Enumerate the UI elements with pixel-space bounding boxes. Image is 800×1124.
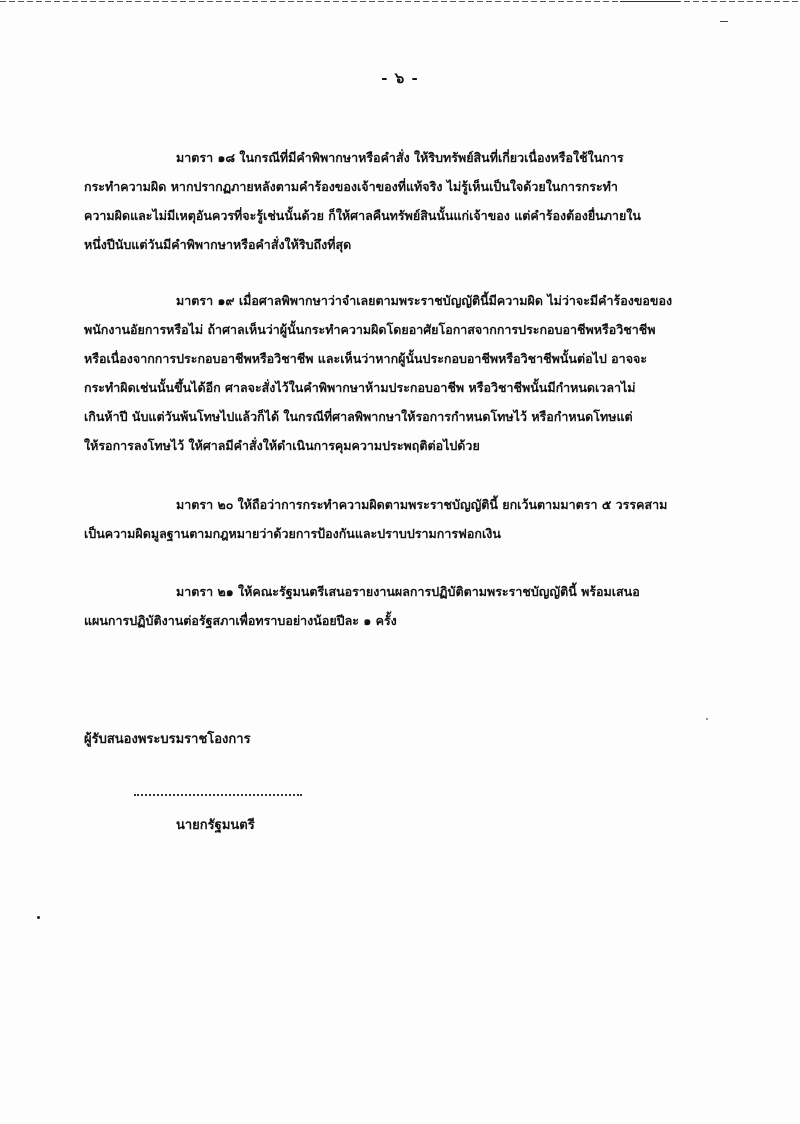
paragraph-line: มาตรา ๑๘ ในกรณีที่มีคำพิพากษาหรือคำสั่ง ให้ริบทรัพย์สินที่เกี่ยวเนื่องหรือใช้ในการ	[176, 150, 624, 165]
section-19-paragraph	[84, 286, 704, 460]
signature-line	[134, 788, 302, 796]
paragraph-line: ให้รอการลงโทษไว้ ให้ศาลมีคำสั่งให้ดำเนินการคุมความประพฤติต่อไปด้วย	[84, 438, 480, 453]
section-21-paragraph	[84, 577, 704, 635]
countersign-label: ผู้รับสนองพระบรมราชโองการ	[84, 732, 251, 747]
paragraph-line: เป็นความผิดมูลฐานตามกฎหมายว่าด้วยการป้องกันและปราบปรามการฟอกเงิน	[84, 526, 501, 541]
paragraph-line: มาตรา ๒๐ ให้ถือว่าการกระทำความผิดตามพระราชบัญญัตินี้ ยกเว้นตามมาตรา ๕ วรรคสาม	[176, 497, 668, 512]
paragraph-line: มาตรา ๑๙ เมื่อศาลพิพากษาว่าจำเลยตามพระราชบัญญัตินี้มีความผิด ไม่ว่าจะมีคำร้องขอของ	[176, 293, 673, 308]
scan-speck	[37, 916, 40, 919]
scan-border-top-right	[620, 1, 680, 2]
paragraph-line: พนักงานอัยการหรือไม่ ถ้าศาลเห็นว่าผู้นั้นกระทำความผิดโดยอาศัยโอกาสจากการประกอบอาชีพหรือวิชาชีพ	[84, 322, 656, 337]
scan-speck	[706, 718, 708, 720]
paragraph-line: ความผิดและไม่มีเหตุอันควรที่จะรู้เช่นนั้นด้วย ก็ให้ศาลคืนทรัพย์สินนั้นแก่เจ้าของ แต่คำร้องต้องยื่นภายใน	[84, 208, 641, 223]
scan-mark	[720, 21, 728, 22]
paragraph-line: แผนการปฏิบัติงานต่อรัฐสภาเพื่อทราบอย่างน้อยปีละ ๑ ครั้ง	[84, 613, 397, 628]
section-18-paragraph	[84, 143, 704, 259]
scan-border-top	[0, 1, 800, 2]
paragraph-line: มาตรา ๒๑ ให้คณะรัฐมนตรีเสนอรายงานผลการปฏิบัติตามพระราชบัญญัตินี้ พร้อมเสนอ	[176, 584, 640, 599]
paragraph-line: กระทำผิดเช่นนั้นขึ้นได้อีก ศาลจะสั่งไว้ในคำพิพากษาห้ามประกอบอาชีพ หรือวิชาชีพนั้นมีกำหนดเวลาไม่	[84, 380, 636, 395]
paragraph-line: หรือเนื่องจากการประกอบอาชีพหรือวิชาชีพ และเห็นว่าหากผู้นั้นประกอบอาชีพหรือวิชาชีพนั้นต่อไป อาจจะ	[84, 351, 648, 366]
paragraph-line: เกินห้าปี นับแต่วันพ้นโทษไปแล้วก็ได้ ในกรณีที่ศาลพิพากษาให้รอการกำหนดโทษไว้ หรือกำหนดโทษแต่	[84, 409, 633, 424]
page-number: - ๖ -	[381, 69, 419, 87]
paragraph-line: หนึ่งปีนับแต่วันมีคำพิพากษาหรือคำสั่งให้ริบถึงที่สุด	[84, 237, 352, 252]
signer-title: นายกรัฐมนตรี	[176, 818, 255, 833]
paragraph-line: กระทำความผิด หากปรากฏภายหลังตามคำร้องของเจ้าของที่แท้จริง ไม่รู้เห็นเป็นใจด้วยในการกระทำ	[84, 179, 618, 194]
section-20-paragraph	[84, 490, 704, 548]
